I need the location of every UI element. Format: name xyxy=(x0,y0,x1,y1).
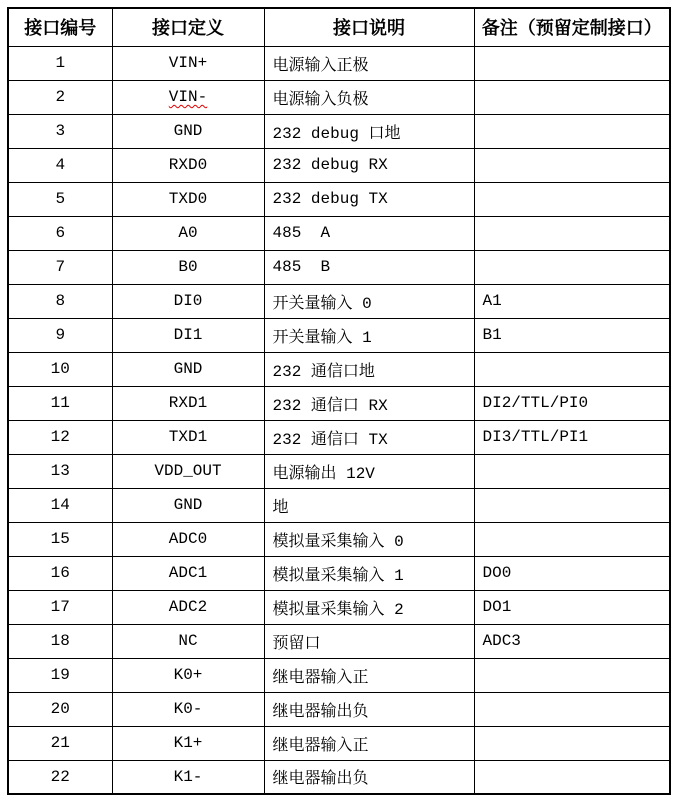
pin-number-cell: 6 xyxy=(8,216,112,250)
pin-note-cell: DI2/TTL/PI0 xyxy=(474,386,670,420)
header-pin-number: 接口编号 xyxy=(8,8,112,46)
pin-definition-cell: B0 xyxy=(112,250,264,284)
table-row xyxy=(8,420,670,454)
pin-note-cell: DO0 xyxy=(474,556,670,590)
pin-number-cell: 10 xyxy=(8,352,112,386)
pin-description-cell: 模拟量采集输入 2 xyxy=(264,590,474,624)
pin-definition-cell: TXD0 xyxy=(112,182,264,216)
pin-note-cell xyxy=(474,658,670,692)
pin-description-cell: 继电器输入正 xyxy=(264,726,474,760)
pin-number-cell: 8 xyxy=(8,284,112,318)
pin-note-cell xyxy=(474,80,670,114)
pin-description-cell: 模拟量采集输入 0 xyxy=(264,522,474,556)
pin-definition-cell: K0- xyxy=(112,692,264,726)
header-pin-note: 备注（预留定制接口） xyxy=(474,8,670,46)
table-row xyxy=(8,318,670,352)
pin-number-cell: 16 xyxy=(8,556,112,590)
pin-note-cell: ADC3 xyxy=(474,624,670,658)
table-row xyxy=(8,80,670,114)
table-row xyxy=(8,488,670,522)
table-row xyxy=(8,624,670,658)
pin-definition-cell: RXD1 xyxy=(112,386,264,420)
table-row xyxy=(8,692,670,726)
pin-definition-table xyxy=(7,7,671,795)
table-row xyxy=(8,284,670,318)
pin-number-cell: 19 xyxy=(8,658,112,692)
pin-number-cell: 2 xyxy=(8,80,112,114)
pin-note-cell xyxy=(474,182,670,216)
table-row xyxy=(8,658,670,692)
pin-note-cell xyxy=(474,692,670,726)
pin-number-cell: 5 xyxy=(8,182,112,216)
pin-number-cell: 12 xyxy=(8,420,112,454)
pin-number-cell: 7 xyxy=(8,250,112,284)
pin-number-cell: 22 xyxy=(8,760,112,794)
header-pin-description: 接口说明 xyxy=(264,8,474,46)
pin-definition-cell: DI0 xyxy=(112,284,264,318)
pin-note-cell: DO1 xyxy=(474,590,670,624)
table-row xyxy=(8,216,670,250)
pin-description-cell: 232 debug 口地 xyxy=(264,114,474,148)
pin-description-cell: 电源输入负极 xyxy=(264,80,474,114)
pin-description-cell: 继电器输出负 xyxy=(264,760,474,794)
pin-definition-cell: K1- xyxy=(112,760,264,794)
table-row xyxy=(8,46,670,80)
table-row xyxy=(8,114,670,148)
pin-number-cell: 9 xyxy=(8,318,112,352)
pin-note-cell xyxy=(474,352,670,386)
pin-note-cell xyxy=(474,250,670,284)
pin-number-cell: 11 xyxy=(8,386,112,420)
pin-note-cell xyxy=(474,522,670,556)
table-header-row xyxy=(8,8,670,46)
pin-description-cell: 232 通信口地 xyxy=(264,352,474,386)
pin-definition-cell: VIN+ xyxy=(112,46,264,80)
pin-definition-cell: VDD_OUT xyxy=(112,454,264,488)
table-row xyxy=(8,454,670,488)
pin-number-cell: 20 xyxy=(8,692,112,726)
pin-definition-cell: ADC1 xyxy=(112,556,264,590)
pin-description-cell: 电源输出 12V xyxy=(264,454,474,488)
table-row xyxy=(8,590,670,624)
pin-note-cell xyxy=(474,726,670,760)
pin-note-cell: A1 xyxy=(474,284,670,318)
pin-description-cell: 232 通信口 TX xyxy=(264,420,474,454)
pin-definition-cell: GND xyxy=(112,488,264,522)
table-row xyxy=(8,250,670,284)
pin-definition-cell: K0+ xyxy=(112,658,264,692)
pin-number-cell: 17 xyxy=(8,590,112,624)
pin-definition-cell xyxy=(112,80,264,114)
pin-description-cell: 开关量输入 1 xyxy=(264,318,474,352)
table-row xyxy=(8,148,670,182)
pin-definition-cell: ADC0 xyxy=(112,522,264,556)
pin-definition-cell: NC xyxy=(112,624,264,658)
pin-number-cell: 14 xyxy=(8,488,112,522)
pin-number-cell: 18 xyxy=(8,624,112,658)
pin-number-cell: 13 xyxy=(8,454,112,488)
document-page xyxy=(7,7,671,795)
table-row xyxy=(8,726,670,760)
pin-description-cell: 232 通信口 RX xyxy=(264,386,474,420)
pin-definition-cell: RXD0 xyxy=(112,148,264,182)
pin-note-cell xyxy=(474,46,670,80)
pin-number-cell: 1 xyxy=(8,46,112,80)
pin-note-cell xyxy=(474,148,670,182)
pin-definition-cell: GND xyxy=(112,352,264,386)
pin-definition-cell: ADC2 xyxy=(112,590,264,624)
pin-description-cell: 模拟量采集输入 1 xyxy=(264,556,474,590)
table-body xyxy=(8,46,670,794)
pin-description-cell: 继电器输出负 xyxy=(264,692,474,726)
pin-note-cell xyxy=(474,488,670,522)
table-row xyxy=(8,522,670,556)
pin-number-cell: 21 xyxy=(8,726,112,760)
pin-note-cell xyxy=(474,760,670,794)
pin-description-cell: 地 xyxy=(264,488,474,522)
pin-definition-cell: DI1 xyxy=(112,318,264,352)
pin-description-cell: 485 B xyxy=(264,250,474,284)
pin-number-cell: 3 xyxy=(8,114,112,148)
pin-note-cell xyxy=(474,114,670,148)
pin-definition-cell: GND xyxy=(112,114,264,148)
pin-description-cell: 485 A xyxy=(264,216,474,250)
pin-note-cell xyxy=(474,454,670,488)
pin-description-cell: 预留口 xyxy=(264,624,474,658)
pin-number-cell: 4 xyxy=(8,148,112,182)
pin-note-cell xyxy=(474,216,670,250)
pin-description-cell: 232 debug RX xyxy=(264,148,474,182)
table-row xyxy=(8,352,670,386)
table-row xyxy=(8,760,670,794)
pin-description-cell: 232 debug TX xyxy=(264,182,474,216)
pin-description-cell: 继电器输入正 xyxy=(264,658,474,692)
pin-definition-cell: K1+ xyxy=(112,726,264,760)
table-row xyxy=(8,182,670,216)
table-row xyxy=(8,386,670,420)
pin-description-cell: 开关量输入 0 xyxy=(264,284,474,318)
pin-description-cell: 电源输入正极 xyxy=(264,46,474,80)
table-row xyxy=(8,556,670,590)
pin-note-cell: B1 xyxy=(474,318,670,352)
header-pin-definition: 接口定义 xyxy=(112,8,264,46)
spellcheck-underlined-text: VIN- xyxy=(168,88,208,106)
pin-note-cell: DI3/TTL/PI1 xyxy=(474,420,670,454)
pin-number-cell: 15 xyxy=(8,522,112,556)
pin-definition-cell: A0 xyxy=(112,216,264,250)
pin-definition-cell: TXD1 xyxy=(112,420,264,454)
